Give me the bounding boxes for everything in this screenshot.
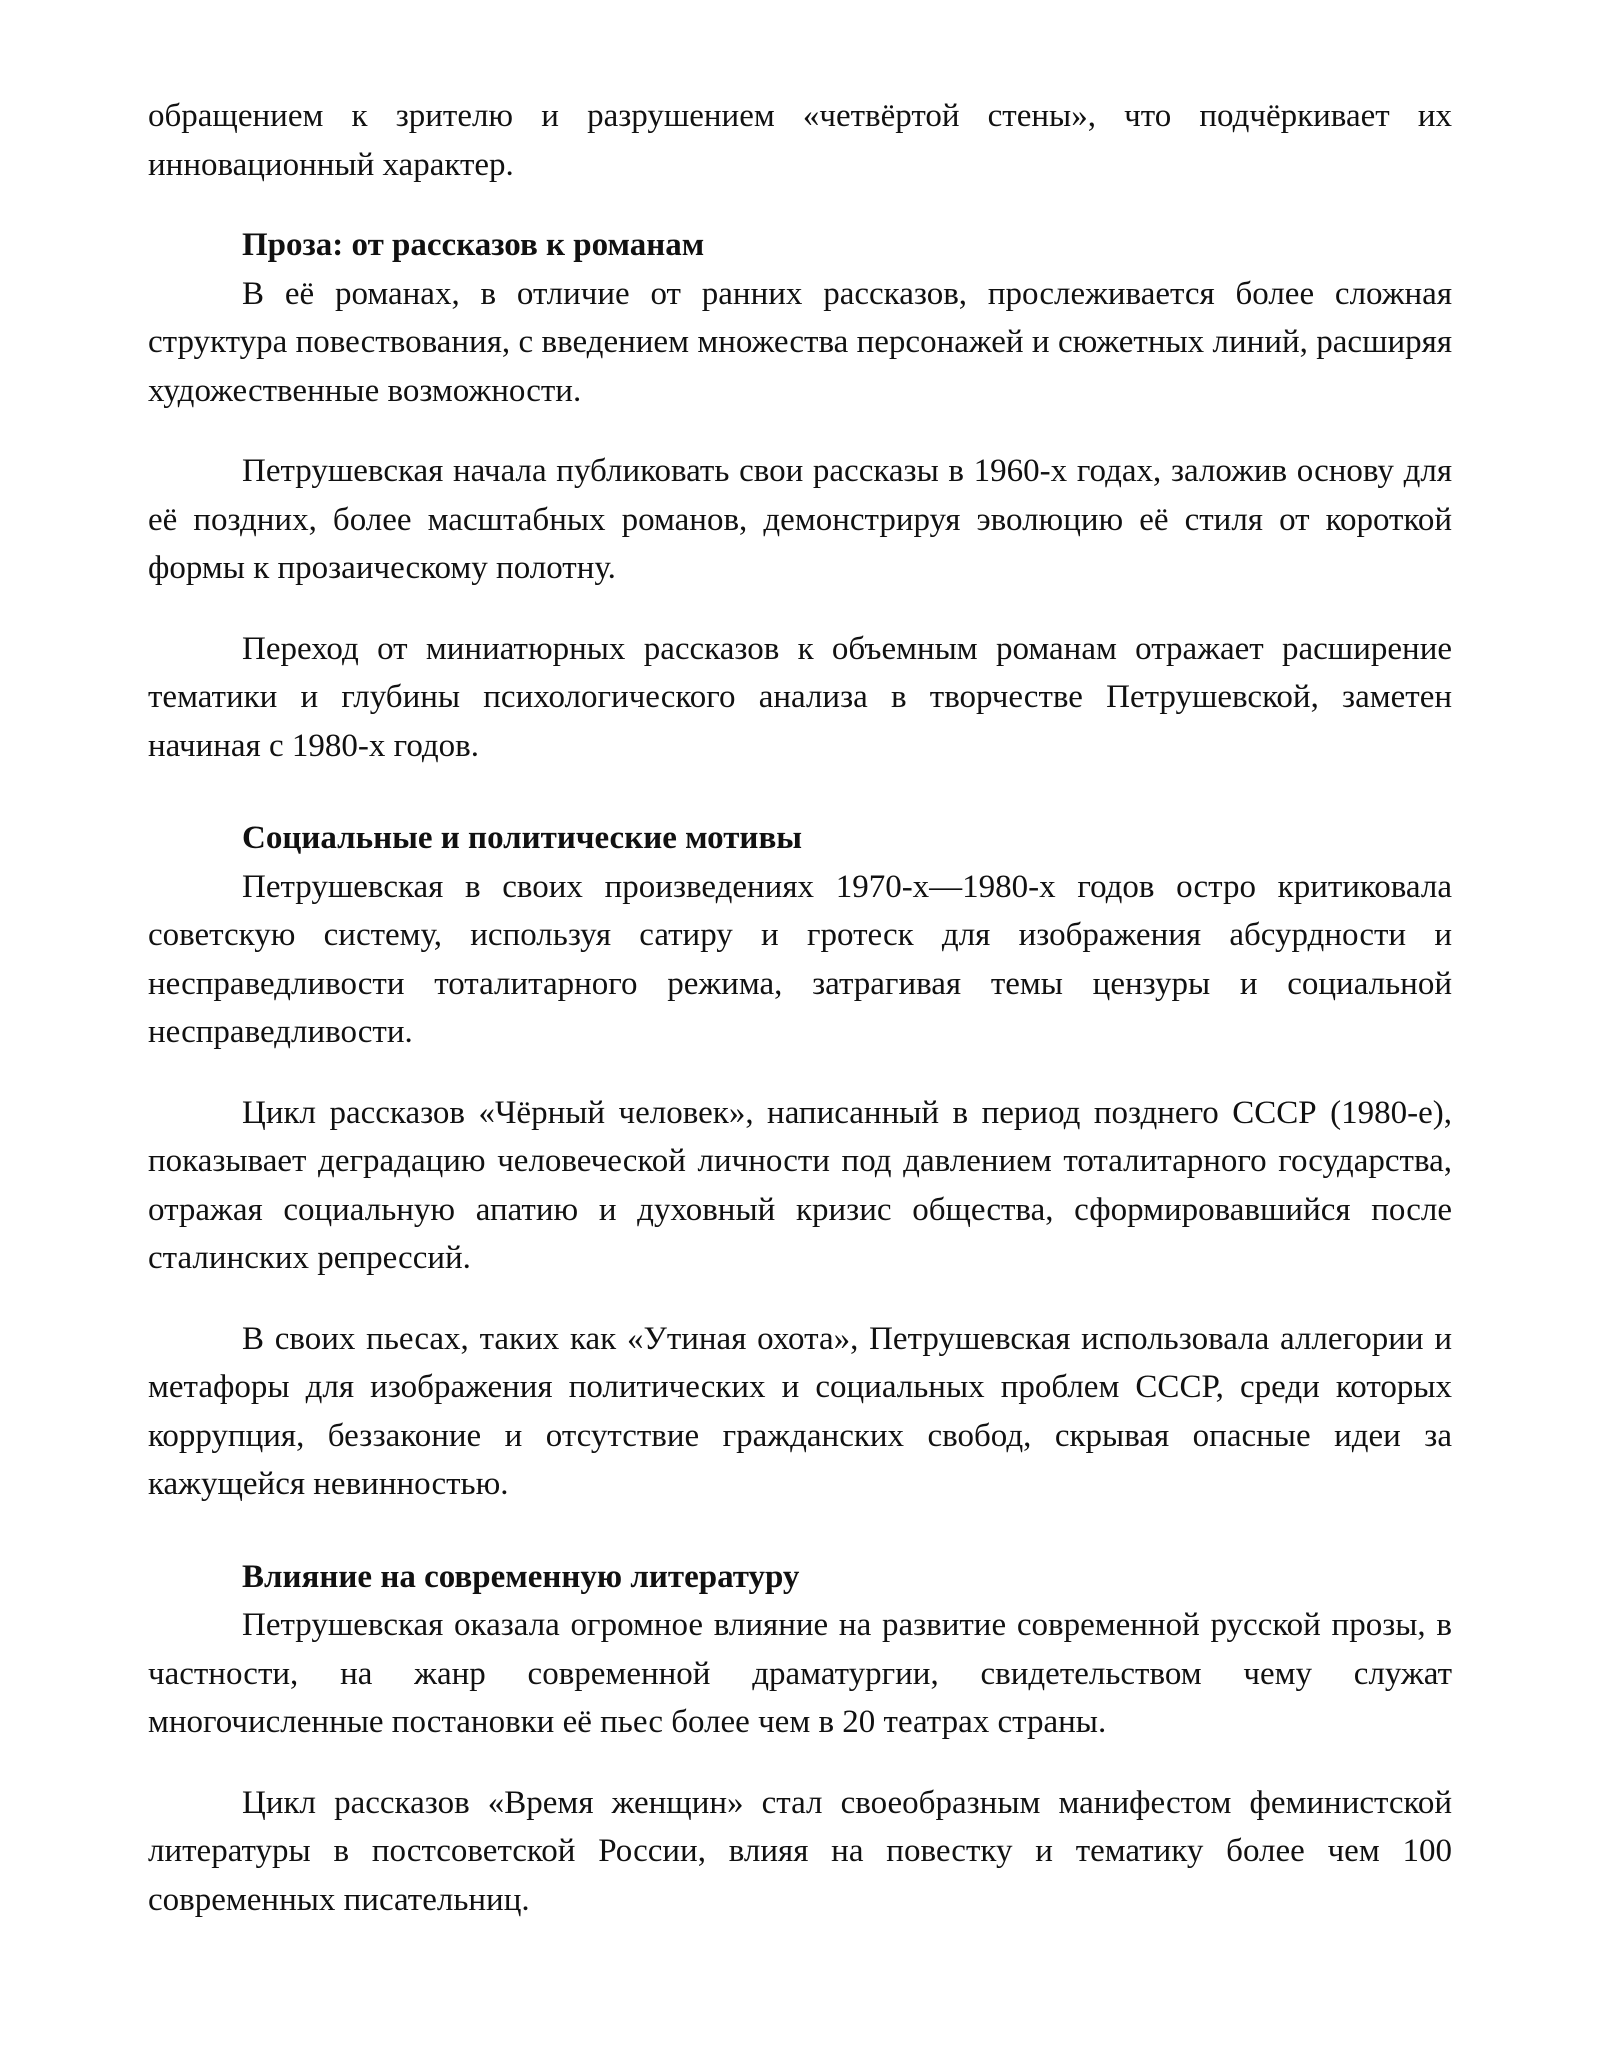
- document-body: [148, 92, 1452, 1956]
- social-paragraph-2: Цикл рассказов «Чёрный человек», написанный в период позднего СССР (1980-е), показывает деградацию человеческой личности под давлением тоталитарного государства, отражая социальную апатию и духовный кризис общества, сформировавшийся после сталинских репрессий.: [148, 1094, 1452, 1276]
- section-heading-influence: Влияние на современную литературу: [242, 1558, 800, 1595]
- social-paragraph-1: Петрушевская в своих произведениях 1970-х—1980-х годов остро критиковала советскую систему, используя сатиру и гротеск для изображения абсурдности и несправедливости тоталитарного режима, затрагивая темы цензуры и социальной несправедливости.: [148, 868, 1452, 1050]
- social-paragraph-3: В своих пьесах, таких как «Утиная охота», Петрушевская использовала аллегории и метафоры для изображения политических и социальных проблем СССР, среди которых коррупция, беззаконие и отсутствие гражданских свобод, скрывая опасные идеи за кажущейся невинностью.: [148, 1320, 1452, 1502]
- influence-paragraph-1: Петрушевская оказала огромное влияние на развитие современной русской прозы, в частности, на жанр современной драматургии, свидетельством чему служат многочисленные постановки её пьес более чем в 20 театрах страны.: [148, 1607, 1452, 1740]
- intro-continuation-paragraph: обращением к зрителю и разрушением «четвёртой стены», что подчёркивает их инновационный характер.: [148, 98, 1452, 183]
- prose-paragraph-1: В её романах, в отличие от ранних рассказов, прослеживается более сложная структура повествования, с введением множества персонажей и сюжетных линий, расширяя художественные возможности.: [148, 275, 1452, 409]
- prose-paragraph-3: Переход от миниатюрных рассказов к объемным романам отражает расширение тематики и глубины психологического анализа в творчестве Петрушевской, заметен начиная с 1980-х годов.: [148, 630, 1452, 764]
- section-heading-social-political: Социальные и политические мотивы: [242, 820, 803, 856]
- section-heading-prose: Проза: от рассказов к романам: [242, 227, 705, 263]
- influence-paragraph-2: Цикл рассказов «Время женщин» стал своеобразным манифестом феминистской литературы в постсоветской России, влияя на повестку и тематику более чем 100 современных писательниц.: [148, 1784, 1452, 1918]
- prose-paragraph-2: Петрушевская начала публиковать свои рассказы в 1960-х годах, заложив основу для её поздних, более масштабных романов, демонстрируя эволюцию её стиля от короткой формы к прозаическому полотну.: [148, 453, 1452, 586]
